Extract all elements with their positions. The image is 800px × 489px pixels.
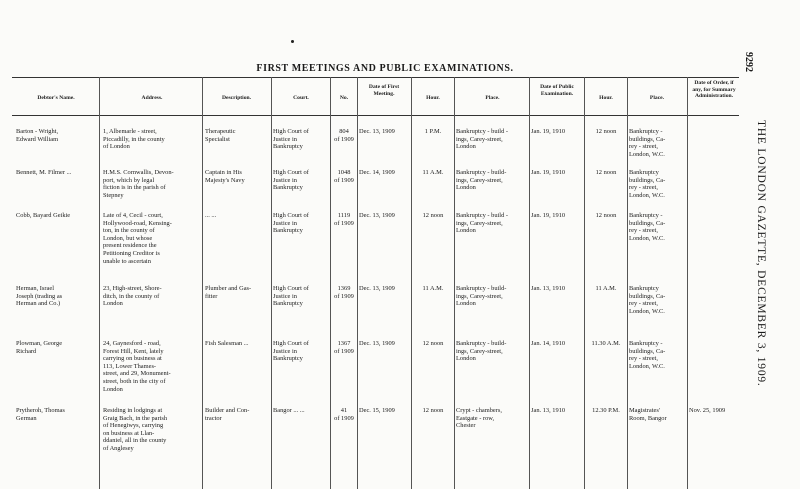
cell-name: Plowman, George Richard: [16, 340, 63, 355]
cell-court: High Court of Justice in Bankruptcy: [273, 169, 309, 192]
cell-first-meeting: Dec. 13, 1909: [359, 128, 395, 135]
cell-first-meeting: Dec. 13, 1909: [359, 340, 395, 347]
cell-hour1: 1 P.M.: [424, 128, 442, 135]
cell-court: High Court of Justice in Bankruptcy: [273, 285, 309, 308]
cell-place2: Magistrates' Room, Bangor: [629, 407, 667, 422]
cell-hour2: 11.30 A.M.: [591, 340, 621, 347]
column-divider-10: [627, 77, 628, 489]
cell-place2: Bankruptcy - buildings, Ca- rey - street, London, W.C.: [629, 340, 666, 370]
cell-name: Herman, Israel Joseph (trading as Herman and Co.): [16, 285, 63, 308]
column-divider-5: [357, 77, 358, 489]
cell-name: Barton - Wright, Edward William: [16, 128, 59, 143]
cell-no: 1119 of 1909: [334, 212, 354, 227]
header-bottom-rule: [12, 115, 739, 116]
table-top-rule: [12, 77, 739, 78]
cell-court: Bangor ... ...: [273, 407, 305, 414]
cell-place1: Bankruptcy - build - ings, Carey-street, London: [456, 212, 509, 235]
cell-exam-date: Jan. 19, 1910: [531, 169, 566, 176]
column-divider-11: [687, 77, 688, 489]
cell-first-meeting: Dec. 13, 1909: [359, 285, 395, 292]
cell-first-meeting: Dec. 14, 1909: [359, 169, 395, 176]
cell-no: 804 of 1909: [334, 128, 354, 143]
cell-hour1: 12 noon: [422, 212, 444, 219]
cell-place2: Bankruptcy - buildings, Ca- rey - street, London, W.C.: [629, 212, 666, 242]
cell-place2: Bankruptcy buildings, Ca- rey - street, London, W.C.: [629, 285, 666, 315]
cell-no: 41 of 1909: [334, 407, 354, 422]
cell-hour1: 12 noon: [422, 407, 444, 414]
running-head: [747, 120, 767, 410]
ink-speck: [291, 40, 294, 43]
cell-description: Builder and Con- tractor: [205, 407, 250, 422]
cell-address: Residing in lodgings at Graig Bach, in the parish of Henegiwys, carrying on business at Llan- ddaniel, all in the county of Anglesey: [103, 407, 168, 452]
cell-court: High Court of Justice in Bankruptcy: [273, 340, 309, 363]
column-divider-3: [271, 77, 272, 489]
cell-hour2: 12.30 P.M.: [592, 407, 620, 414]
cell-place1: Bankruptcy - build- ings, Carey-street, London: [456, 285, 507, 308]
cell-place2: Bankruptcy - buildings, Ca- rey - street, London, W.C.: [629, 128, 666, 158]
column-divider-2: [202, 77, 203, 489]
column-divider-7: [454, 77, 455, 489]
cell-court: High Court of Justice in Bankruptcy: [273, 128, 309, 151]
cell-address: H.M.S. Cornwallis, Devon- port, which by legal fiction is in the parish of Stepney: [103, 169, 174, 199]
column-header-order-date: Date of Order, if any, for Summary Administration.: [692, 80, 736, 100]
column-header-hour1: Hour.: [426, 95, 440, 101]
cell-address: Late of 4, Cecil - court, Hollywood-road, Kensing- ton, in the county of London, but whose present residence the Petitioning Creditor is unable to ascertain: [103, 212, 172, 265]
column-divider-1: [99, 77, 100, 489]
cell-address: 1, Albemarle - street, Piccadilly, in the county of London: [103, 128, 165, 151]
cell-hour2: 12 noon: [595, 128, 617, 135]
column-header-place1: Place.: [485, 95, 500, 101]
column-header-court: Court.: [293, 95, 309, 101]
cell-place1: Bankruptcy - build- ings, Carey-street, London: [456, 169, 507, 192]
cell-hour1: 11 A.M.: [422, 285, 444, 292]
cell-hour2: 12 noon: [595, 212, 617, 219]
column-header-hour2: Hour.: [599, 95, 613, 101]
cell-description: Plumber and Gas- fitter: [205, 285, 252, 300]
cell-first-meeting: Dec. 13, 1909: [359, 212, 395, 219]
cell-name: Cobb, Bayard Geikie: [16, 212, 71, 219]
column-divider-9: [584, 77, 585, 489]
page-number: 9292: [743, 52, 754, 72]
column-header-name: Debtor's Name.: [37, 95, 75, 101]
running-head-text: THE LONDON GAZETTE, DECEMBER 3, 1909.: [755, 120, 767, 387]
cell-exam-date: Jan. 13, 1910: [531, 407, 566, 414]
cell-exam-date: Jan. 19, 1910: [531, 212, 566, 219]
cell-hour1: 11 A.M.: [422, 169, 444, 176]
cell-court: High Court of Justice in Bankruptcy: [273, 212, 309, 235]
column-header-description: Description.: [221, 95, 252, 101]
cell-name: Bennett, M. Filmer ...: [16, 169, 72, 176]
column-header-address: Address.: [141, 95, 163, 101]
cell-place1: Bankruptcy - build - ings, Carey-street, London: [456, 128, 509, 151]
cell-first-meeting: Dec. 15, 1909: [359, 407, 395, 414]
page-title: FIRST MEETINGS AND PUBLIC EXAMINATIONS.: [256, 63, 514, 74]
cell-exam-date: Jan. 19, 1910: [531, 128, 566, 135]
column-header-first-meeting: Date of First Meeting.: [368, 84, 400, 97]
column-header-exam-date: Date of Public Examination.: [540, 84, 574, 97]
cell-exam-date: Jan. 14, 1910: [531, 340, 566, 347]
cell-description: ... ...: [205, 212, 217, 219]
cell-place1: Crypt - chambers, Eastgate - row, Chester: [456, 407, 502, 430]
cell-description: Captain in His Majesty's Navy: [205, 169, 245, 184]
cell-address: 24, Gaynesford - road, Forest Hill, Kent, lately carrying on business at 113, Lower Thames- street, and 29, Monument- street, both in the city of London: [103, 340, 171, 393]
cell-description: Therapeutic Specialist: [205, 128, 236, 143]
cell-hour1: 12 noon: [422, 340, 444, 347]
cell-no: 1367 of 1909: [334, 340, 354, 355]
column-header-place2: Place.: [649, 95, 665, 101]
column-divider-4: [330, 77, 331, 489]
cell-description: Fish Salesman ...: [205, 340, 249, 347]
cell-no: 1048 of 1909: [334, 169, 354, 184]
cell-exam-date: Jan. 13, 1910: [531, 285, 566, 292]
cell-order-date: Nov. 25, 1909: [689, 407, 726, 414]
cell-hour2: 11 A.M.: [595, 285, 617, 292]
cell-place1: Bankruptcy - build- ings, Carey-street, London: [456, 340, 507, 363]
column-header-no: No.: [339, 95, 349, 101]
cell-name: Prytheroh, Thomas German: [16, 407, 65, 422]
cell-place2: Bankruptcy buildings, Ca- rey - street, London, W.C.: [629, 169, 666, 199]
cell-address: 23, High-street, Shore- ditch, in the county of London: [103, 285, 162, 308]
cell-no: 1369 of 1909: [334, 285, 354, 300]
column-divider-8: [529, 77, 530, 489]
cell-hour2: 12 noon: [595, 169, 617, 176]
column-divider-6: [411, 77, 412, 489]
